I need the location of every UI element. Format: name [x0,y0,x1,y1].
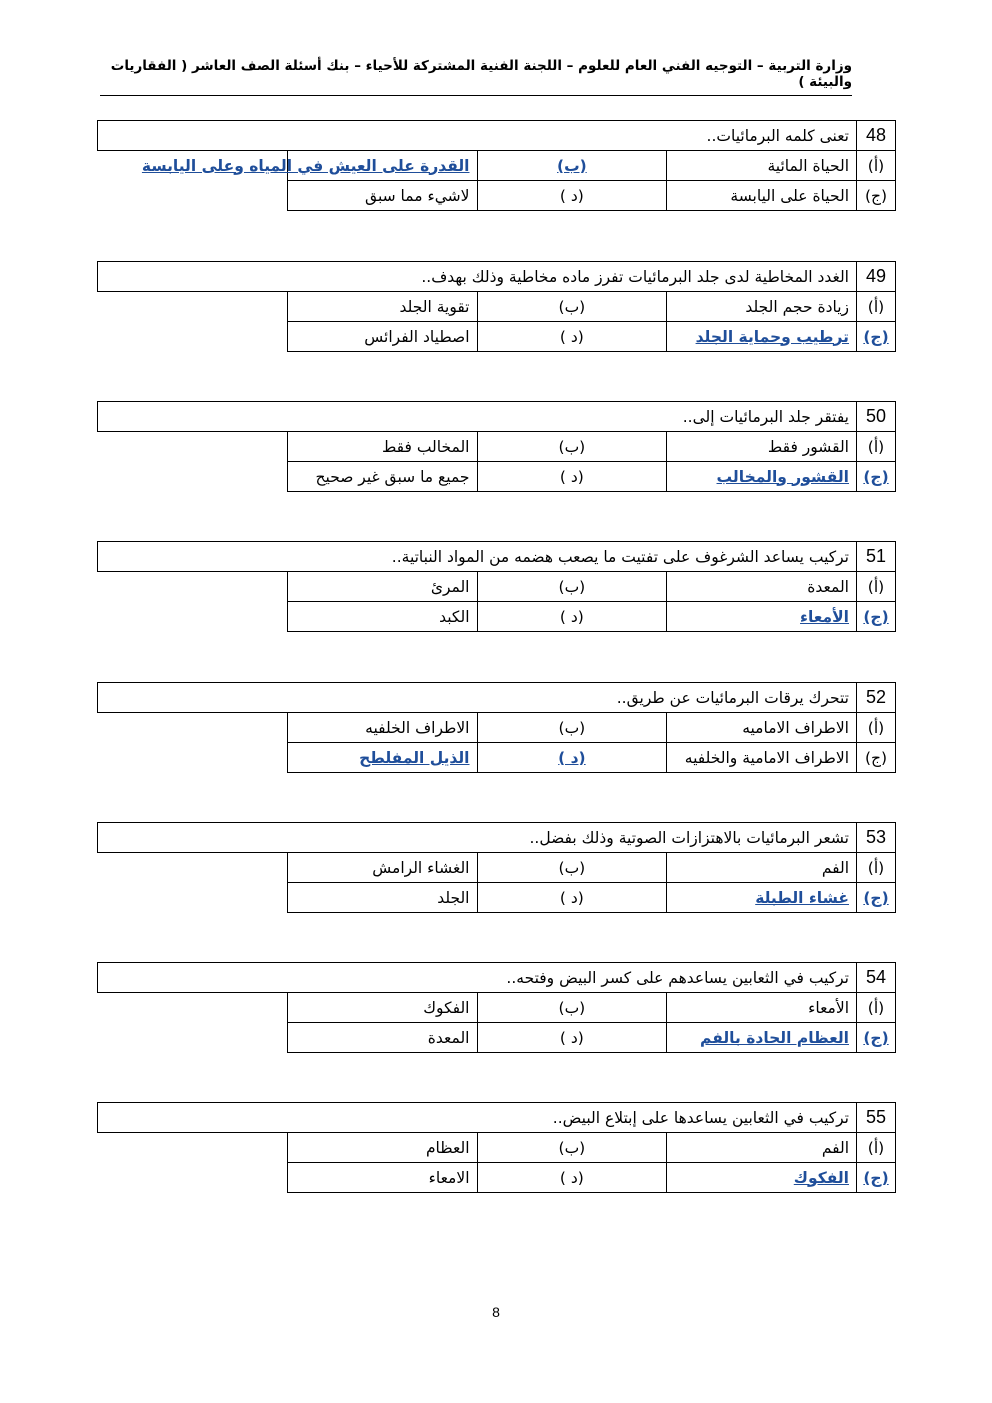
option-letter: (ب) [558,718,586,737]
option-letter: (ج) [864,748,888,767]
option-letter: (ب) [558,297,586,316]
option-text: الفم [821,858,849,877]
options-row [98,181,896,211]
options-row [98,713,896,743]
page-number: 8 [492,1304,500,1320]
option-letter: (ب) [558,577,586,596]
option-text: الامعاء [428,1168,470,1187]
option-letter: (أ) [867,297,885,316]
option-letter: (أ) [867,1138,885,1157]
options-row [98,292,896,322]
question-stem: تركيب في الثعابين يساعدها على إبتلاع البيض.. [552,1108,849,1127]
option-text: القشور والمخالب [716,467,849,486]
option-text: المرئ [430,577,470,596]
question-number: 48 [865,125,887,145]
option-letter: (د ) [559,1168,584,1187]
options-row [98,432,896,462]
question-stem: تتحرك يرقات البرمائيات عن طريق.. [616,688,849,707]
question-table-51 [97,541,896,632]
options-row [98,462,896,492]
question-number: 50 [865,406,887,426]
page-header: وزارة التربية – التوجيه الفني العام للعلوم – اللجنة الفنية المشتركة للأحياء – بنك أسئلة الصف العاشر ( الفقاريات والبيئة ) [100,58,852,96]
question-number: 53 [865,827,887,847]
option-text: الفكوك [793,1168,849,1187]
question-stem-row [98,963,896,993]
option-letter: (د ) [559,888,584,907]
question-table-54 [97,962,896,1053]
option-text: الكبد [439,607,470,626]
option-letter: (أ) [867,858,885,877]
question-table-52 [97,682,896,773]
option-text: زيادة حجم الجلد [745,297,849,316]
question-stem: الغدد المخاطية لدى جلد البرمائيات تفرز ماده مخاطية وذلك بهدف.. [421,267,849,286]
option-letter: (أ) [867,998,885,1017]
option-letter: (أ) [867,718,885,737]
options-row [98,1133,896,1163]
option-letter: (ج) [864,186,888,205]
option-letter: (ب) [558,998,586,1017]
option-letter: (د ) [559,607,584,626]
options-row [98,151,896,181]
option-text: المخالب فقط [381,437,470,456]
question-stem: تعنى كلمه البرمائيات.. [706,126,849,145]
question-number: 54 [865,967,887,987]
question-table-55 [97,1102,896,1193]
option-letter: (ب) [557,156,587,175]
question-table-53 [97,822,896,913]
option-letter: (أ) [867,437,885,456]
option-letter: (ج) [863,607,889,626]
options-row [98,1163,896,1193]
option-text: الحياة المائية [767,156,849,175]
option-text: القدرة على العيش في المياه وعلى اليابسة [141,156,470,175]
option-text: تقوية الجلد [399,297,470,316]
option-letter: (ج) [863,327,889,346]
question-number: 49 [865,266,887,286]
question-stem-row [98,1103,896,1133]
question-stem-row [98,542,896,572]
option-letter: (ب) [558,437,586,456]
question-stem: تشعر البرمائيات بالاهتزازات الصوتية وذلك بفضل.. [529,828,849,847]
question-stem: تركيب يساعد الشرغوف على تفتيت ما يصعب هضمه من المواد النباتية.. [391,547,849,566]
option-text: الذيل المفلطح [359,748,470,767]
options-row [98,883,896,913]
option-text: العظام [425,1138,470,1157]
option-text: ترطيب وحماية الجلد [695,327,849,346]
option-letter: (أ) [867,577,885,596]
option-text: الاطراف الخلفيه [365,718,470,737]
option-letter: (د ) [558,748,586,767]
option-text: الفكوك [423,998,470,1017]
option-text: المعدة [807,577,849,596]
option-text: الفم [821,1138,849,1157]
option-text: الغشاء الرامش [372,858,470,877]
question-number: 51 [865,546,887,566]
option-text: الحياة على اليابسة [730,186,849,205]
question-table-50 [97,401,896,492]
option-text: القشور فقط [767,437,849,456]
option-letter: (ج) [863,888,889,907]
option-letter: (ج) [863,467,889,486]
option-text: الأمعاء [808,998,849,1017]
option-text: الجلد [437,888,470,907]
option-text: غشاء الطبلة [755,888,849,907]
option-text: جميع ما سبق غير صحيح [315,467,470,486]
options-row [98,743,896,773]
option-text: المعدة [427,1028,470,1047]
options-row [98,853,896,883]
option-letter: (د ) [559,1028,584,1047]
option-letter: (ب) [558,858,586,877]
question-stem-row [98,262,896,292]
question-stem-row [98,683,896,713]
options-row [98,572,896,602]
option-letter: (أ) [867,156,885,175]
options-row [98,322,896,352]
option-text: الاطراف الامامية والخلفيه [684,748,849,767]
option-text: اصطياد الفرائس [364,327,470,346]
option-text: الأمعاء [800,607,849,626]
option-text: لاشيء مما سبق [365,186,470,205]
question-stem-row [98,823,896,853]
options-row [98,993,896,1023]
option-letter: (ب) [558,1138,586,1157]
options-row [98,1023,896,1053]
question-stem-row [98,402,896,432]
option-text: الاطراف الاماميه [742,718,849,737]
question-stem: تركيب في الثعابين يساعدهم على كسر البيض وفتحه.. [506,968,849,987]
question-stem: يفتقر جلد البرمائيات إلى.. [682,407,849,426]
question-stem-row [98,121,896,151]
option-letter: (ج) [863,1168,889,1187]
options-row [98,602,896,632]
option-letter: (د ) [559,467,584,486]
question-number: 55 [865,1107,887,1127]
question-table-49 [97,261,896,352]
option-letter: (د ) [559,327,584,346]
question-number: 52 [865,687,887,707]
option-letter: (ج) [863,1028,889,1047]
question-table-48 [97,120,896,211]
option-text: العظام الحادة بالفم [700,1028,849,1047]
option-letter: (د ) [559,186,584,205]
